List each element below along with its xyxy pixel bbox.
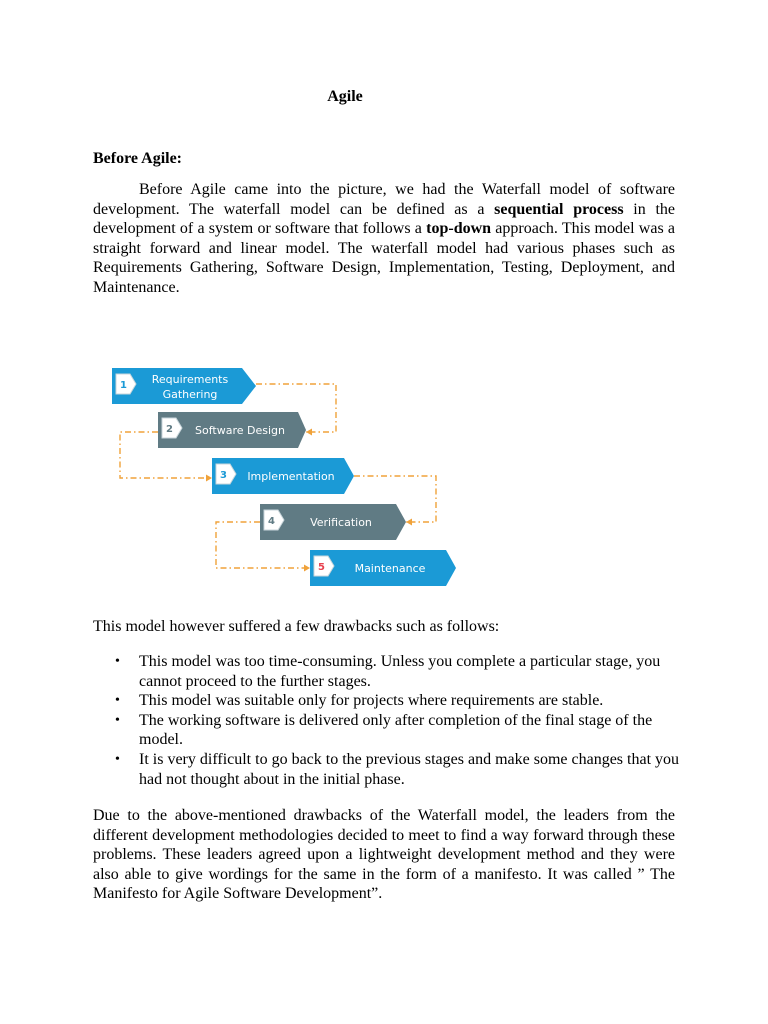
step-5-number: 5 <box>318 562 325 573</box>
step-3-number: 3 <box>220 470 227 481</box>
drawbacks-lead: This model however suffered a few drawbacks such as follows: <box>93 618 500 635</box>
step-maintenance <box>310 550 456 586</box>
intro-text-2: in the development of a system or software that follows a <box>93 200 675 238</box>
intro-bold-sequential: sequential process <box>494 200 624 218</box>
arrow-3-4 <box>406 519 412 526</box>
step-2-number: 2 <box>166 424 173 435</box>
step-5-label: Maintenance <box>354 562 426 575</box>
list-item: • This model was too time-consuming. Unless you complete a particular stage, you cannot proceed to the further stages. <box>93 652 683 691</box>
step-software-design <box>158 412 306 448</box>
step-verification <box>260 504 406 540</box>
step-1-label-line2: Gathering <box>162 388 218 401</box>
step-requirements-gathering <box>112 368 256 404</box>
arrow-2-3 <box>206 475 212 482</box>
step-4-label: Verification <box>310 516 372 529</box>
section-heading: Before Agile: <box>93 150 183 167</box>
waterfall-diagram <box>108 360 458 590</box>
arrow-4-5 <box>304 565 310 572</box>
intro-text-1: Before Agile came into the picture, we had the Waterfall model of software development. The waterfall model can be defined as a <box>93 181 675 218</box>
drawbacks-list <box>93 652 683 789</box>
list-item: • The working software is delivered only after completion of the final stage of the model. <box>93 711 683 750</box>
page-title: Agile <box>327 88 363 105</box>
step-2-label: Software Design <box>195 424 285 437</box>
step-1-number: 1 <box>120 380 127 391</box>
step-1-label-line1: Requirements <box>151 373 229 386</box>
closing-paragraph: Due to the above-mentioned drawbacks of the Waterfall model, the leaders from the different development methodologies decided to meet to find a way forward through these problems. These leaders agreed upon a lightweight development method and they were also able to give wordings for the same in the form of a manifesto. It was called ” The Manifesto for Agile Software Development”. <box>93 807 675 903</box>
step-4-number: 4 <box>268 516 275 527</box>
intro-bold-topdown: top-down <box>426 220 492 238</box>
intro-text-3: approach. This model was a straight forward and linear model. The waterfall model had various phases such as Requirements Gathering, Software Design, Implementation, Testing, Deployment, and Maintenance. <box>93 220 676 296</box>
intro-paragraph <box>93 180 675 298</box>
list-item: • This model was suitable only for projects where requirements are stable. <box>93 691 683 711</box>
list-item: • It is very difficult to go back to the previous stages and make some changes that you had not thought about in the initial phase. <box>93 750 683 789</box>
step-3-label: Implementation <box>247 470 335 483</box>
step-implementation <box>212 458 354 494</box>
arrow-1-2 <box>306 429 312 436</box>
